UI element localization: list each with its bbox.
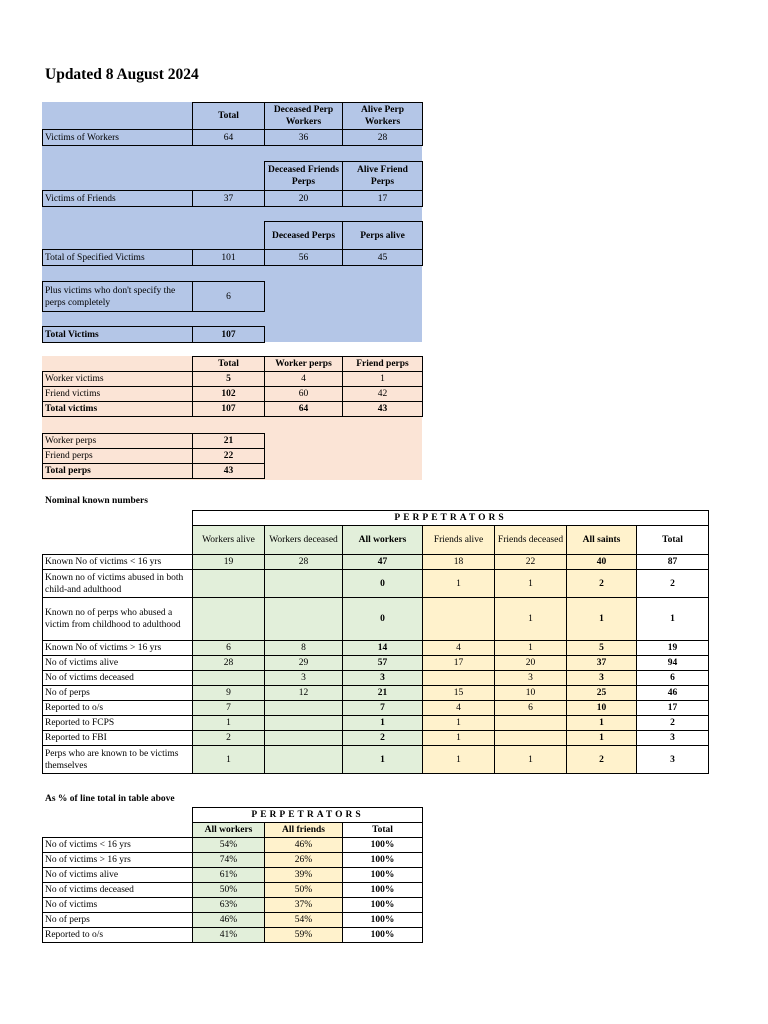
cell-deceased: 36 [265,130,343,146]
header-total: Total [193,357,265,372]
table-row [43,686,709,701]
cell-friends-deceased [495,716,567,731]
victims-table [42,356,423,417]
table-row [43,656,709,671]
summary-total-victims-table [42,326,265,343]
cell-alive: 17 [343,191,423,207]
cell-friends-alive: 18 [423,555,495,570]
cell-workers-alive: 28 [193,656,265,671]
cell-all-workers: 14 [343,641,423,656]
cell-value: 43 [193,464,265,479]
cell-all-workers: 74% [193,853,265,868]
col-all-workers: All workers [193,823,265,838]
cell-friends-alive: 1 [423,716,495,731]
summary-specified-table [42,221,423,266]
row-label: Known no of perps who abused a victim from childhood to adulthood [43,598,193,641]
row-label: Victims of Workers [43,130,193,146]
row-label: Total Victims [43,327,193,343]
cell-workers-deceased: 3 [265,671,343,686]
header-alive-perp-workers: Alive Perp Workers [343,103,423,130]
table-row [43,913,423,928]
cell-total: 100% [343,838,423,853]
cell-friend: 43 [343,402,423,417]
cell-all-workers: 54% [193,838,265,853]
col-total: Total [637,526,709,555]
header-deceased-perp-workers: Deceased Perp Workers [265,103,343,130]
cell-workers-deceased [265,716,343,731]
cell-all-saints: 2 [567,570,637,598]
cell-workers-deceased: 28 [265,555,343,570]
table-row [43,716,709,731]
cell-all-workers: 0 [343,570,423,598]
cell-total: 3 [637,746,709,774]
cell-workers-deceased [265,746,343,774]
cell-friends-alive: 4 [423,641,495,656]
cell-friends-alive: 1 [423,570,495,598]
cell-all-workers: 3 [343,671,423,686]
cell-total: 19 [637,641,709,656]
row-label: Worker perps [43,434,193,449]
col-friends-alive: Friends alive [423,526,495,555]
col-workers-alive: Workers alive [193,526,265,555]
col-total: Total [343,823,423,838]
cell-total: 101 [193,250,265,266]
table-row [43,853,423,868]
cell-total: 100% [343,883,423,898]
col-all-friends: All friends [265,823,343,838]
cell-workers-deceased [265,570,343,598]
cell-all-workers: 21 [343,686,423,701]
cell-all-saints: 2 [567,746,637,774]
cell-total: 6 [637,671,709,686]
row-label: Total of Specified Victims [43,250,193,266]
table-row [43,641,709,656]
summary-workers-table [42,102,423,146]
cell-all-workers: 50% [193,883,265,898]
row-label: Friend victims [43,387,193,402]
cell-friends-alive: 4 [423,701,495,716]
table-row [43,555,709,570]
row-label: Known no of victims abused in both child-and adulthood [43,570,193,598]
row-label: No of victims deceased [43,883,193,898]
cell-friends-alive: 1 [423,731,495,746]
col-friends-deceased: Friends deceased [495,526,567,555]
row-label: Reported to o/s [43,701,193,716]
page-title: Updated 8 August 2024 [45,66,199,83]
cell-all-workers: 61% [193,868,265,883]
cell-value: 21 [193,434,265,449]
cell-workers-alive: 2 [193,731,265,746]
cell-total: 100% [343,928,423,943]
nominal-heading: Nominal known numbers [45,496,148,506]
cell-friend: 1 [343,372,423,387]
col-workers-deceased: Workers deceased [265,526,343,555]
cell-total: 64 [193,130,265,146]
cell-workers-deceased [265,598,343,641]
cell-value: 22 [193,449,265,464]
table-row [43,883,423,898]
header-alive-friend-perps: Alive Friend Perps [343,162,423,191]
row-label: No of victims deceased [43,671,193,686]
row-label: Known No of victims > 16 yrs [43,641,193,656]
row-label: No of victims > 16 yrs [43,853,193,868]
row-label: No of victims alive [43,656,193,671]
cell-workers-alive: 19 [193,555,265,570]
cell-worker: 60 [265,387,343,402]
cell-total: 102 [193,387,265,402]
cell-workers-alive: 9 [193,686,265,701]
cell-all-saints: 1 [567,598,637,641]
cell-all-saints: 37 [567,656,637,671]
cell-workers-alive [193,598,265,641]
row-label: Plus victims who don't specify the perps completely [43,282,193,312]
cell-all-saints: 1 [567,731,637,746]
cell-all-workers: 47 [343,555,423,570]
cell-all-workers: 41% [193,928,265,943]
cell-friends-deceased: 1 [495,641,567,656]
cell-total: 100% [343,898,423,913]
cell-friends-deceased: 1 [495,598,567,641]
cell-workers-deceased: 8 [265,641,343,656]
cell-worker: 64 [265,402,343,417]
table-row [43,731,709,746]
percent-table [42,807,423,943]
cell-total: 100% [343,853,423,868]
cell-all-friends: 59% [265,928,343,943]
cell-total: 94 [637,656,709,671]
cell-all-workers: 2 [343,731,423,746]
cell-workers-alive: 1 [193,746,265,774]
cell-all-friends: 26% [265,853,343,868]
cell-total: 46 [637,686,709,701]
cell-all-saints: 3 [567,671,637,686]
cell-total: 100% [343,913,423,928]
table-row [43,671,709,686]
table-row [43,898,423,913]
cell-all-workers: 63% [193,898,265,913]
cell-all-saints: 10 [567,701,637,716]
cell-total: 37 [193,191,265,207]
cell-all-saints: 25 [567,686,637,701]
cell-friends-alive [423,598,495,641]
cell-all-workers: 0 [343,598,423,641]
header-friend-perps: Friend perps [343,357,423,372]
cell-total: 107 [193,402,265,417]
row-label: Total perps [43,464,193,479]
summary-friends-table [42,161,423,207]
row-label: Victims of Friends [43,191,193,207]
row-label: Known No of victims < 16 yrs [43,555,193,570]
row-label: No of victims alive [43,868,193,883]
cell-total: 100% [343,868,423,883]
header-deceased-perps: Deceased Perps [265,222,343,250]
cell-workers-deceased [265,701,343,716]
cell-all-friends: 50% [265,883,343,898]
cell-workers-alive: 6 [193,641,265,656]
row-label: Worker victims [43,372,193,387]
cell-all-saints: 1 [567,716,637,731]
cell-friends-deceased: 1 [495,570,567,598]
row-label: Friend perps [43,449,193,464]
cell-workers-deceased: 12 [265,686,343,701]
summary-unspecified-table [42,281,265,312]
cell-friends-alive: 17 [423,656,495,671]
header-total: Total [193,103,265,130]
cell-total: 2 [637,570,709,598]
table-row [43,838,423,853]
row-label: Total victims [43,402,193,417]
row-label: Reported to FBI [43,731,193,746]
cell-alive: 45 [343,250,423,266]
percent-heading: As % of line total in table above [45,794,175,804]
cell-workers-alive [193,671,265,686]
perpetrators-header: PERPETRATORS [193,511,709,526]
cell-all-workers: 7 [343,701,423,716]
perps-table [42,433,265,479]
blank-cell [43,103,193,130]
cell-worker: 4 [265,372,343,387]
cell-total: 1 [637,598,709,641]
cell-workers-alive: 7 [193,701,265,716]
col-all-workers: All workers [343,526,423,555]
cell-all-workers: 57 [343,656,423,671]
cell-all-workers: 1 [343,716,423,731]
cell-friends-deceased: 20 [495,656,567,671]
cell-friend: 42 [343,387,423,402]
cell-all-friends: 37% [265,898,343,913]
cell-total: 5 [193,372,265,387]
cell-friends-alive: 1 [423,746,495,774]
cell-friends-alive: 15 [423,686,495,701]
cell-friends-deceased [495,731,567,746]
cell-total: 17 [637,701,709,716]
cell-all-workers: 46% [193,913,265,928]
header-worker-perps: Worker perps [265,357,343,372]
table-row [43,928,423,943]
cell-total: 87 [637,555,709,570]
cell-total: 2 [637,716,709,731]
cell-all-friends: 39% [265,868,343,883]
cell-deceased: 20 [265,191,343,207]
table-row [43,701,709,716]
cell-deceased: 56 [265,250,343,266]
cell-friends-deceased: 10 [495,686,567,701]
cell-all-friends: 46% [265,838,343,853]
table-row [43,868,423,883]
cell-workers-deceased [265,731,343,746]
header-perps-alive: Perps alive [343,222,423,250]
cell-all-friends: 54% [265,913,343,928]
cell-friends-alive [423,671,495,686]
row-label: No of victims [43,898,193,913]
cell-friends-deceased: 22 [495,555,567,570]
cell-friends-deceased: 1 [495,746,567,774]
row-label: No of perps [43,913,193,928]
cell-friends-deceased: 6 [495,701,567,716]
cell-workers-alive [193,570,265,598]
header-deceased-friends-perps: Deceased Friends Perps [265,162,343,191]
cell-workers-deceased: 29 [265,656,343,671]
row-label: No of victims < 16 yrs [43,838,193,853]
cell-alive: 28 [343,130,423,146]
row-label: Reported to o/s [43,928,193,943]
cell-total: 3 [637,731,709,746]
cell-all-saints: 40 [567,555,637,570]
cell-friends-deceased: 3 [495,671,567,686]
col-all-saints: All saints [567,526,637,555]
table-row [43,570,709,598]
table-row [43,598,709,641]
cell-all-saints: 5 [567,641,637,656]
cell-all-workers: 1 [343,746,423,774]
row-label: Reported to FCPS [43,716,193,731]
table-row [43,746,709,774]
cell-value: 107 [193,327,265,343]
row-label: No of perps [43,686,193,701]
cell-workers-alive: 1 [193,716,265,731]
cell-value: 6 [193,282,265,312]
row-label: Perps who are known to be victims themselves [43,746,193,774]
perpetrators-header: PERPETRATORS [193,808,423,823]
nominal-table [42,510,709,774]
